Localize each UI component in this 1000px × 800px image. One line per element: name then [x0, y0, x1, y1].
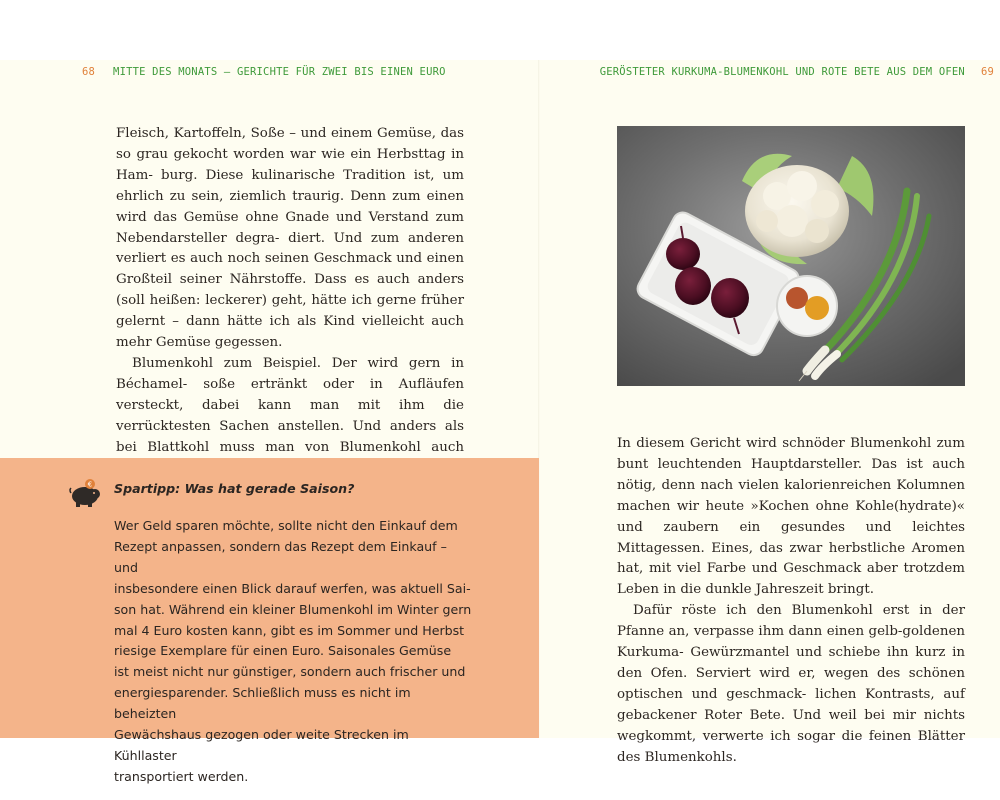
saving-tip-box: [0, 458, 539, 784]
text-line: Geschmack und einen Großteil seiner Nährstoffe. Dass: [116, 251, 464, 288]
right-page-number: 69: [980, 66, 994, 78]
left-running-head: [82, 66, 446, 78]
left-page-number: 68: [82, 66, 96, 78]
text-line: bei mir nichts wegkommt, verwerte ich sogar die feinen: [617, 707, 965, 744]
book-spread: [0, 60, 1000, 784]
text-line: gerne früher gelernt – dann hätte ich als Kind vielleicht: [116, 293, 464, 330]
recipe-photo: [617, 126, 965, 386]
piggy-bank-icon: [68, 478, 104, 508]
text-line: herbstliche Aromen hat, mit viel Farbe und Geschmack: [617, 540, 965, 577]
tip-text: [114, 516, 474, 788]
left-body-text: [116, 124, 464, 479]
text-line: mal 4 Euro kosten kann, gibt es im Sommer und Herbst: [114, 622, 465, 638]
text-line: ohne Gnade und Verstand zum Nebendarsteller degra-: [116, 209, 464, 246]
text-line: insbesondere einen Blick darauf werfen, was aktuell Sai-: [114, 580, 471, 596]
right-paragraph-2: [617, 601, 965, 768]
text-line: an, verpasse ihm dann einen gelb-goldenen Kurkuma-: [617, 624, 965, 661]
text-line: lichen Kontrasts, auf gebackener Roter Bete. Und weil: [617, 686, 965, 723]
text-line: Wer Geld sparen möchte, sollte nicht den Einkauf dem: [114, 518, 458, 533]
ingredients-photo-illustration: [617, 126, 965, 386]
text-line: denn nach vielen kalorienreichen Kolumnen machen: [617, 477, 965, 514]
text-line: wird er, wegen des schönen optischen und geschmack-: [617, 665, 965, 702]
text-line: Fleisch, Kartoffeln, Soße – und einem Gemüse, das so: [116, 126, 464, 162]
text-line: energiesparender. Schließlich muss es nicht im beheizten: [114, 685, 411, 722]
right-running-title: GERÖSTETER KURKUMA-BLUMENKOHL UND ROTE BETE AUS DEM OFEN: [599, 66, 965, 78]
text-line: ziemlich traurig. Denn zum einen wird das Gemüse: [116, 188, 464, 225]
text-line: Gewächshaus gezogen oder weite Strecken im Kühllaster: [114, 727, 409, 763]
text-line: diert. Und zum anderen verliert es auch noch seinen: [116, 230, 464, 267]
left-paragraph-1: [116, 124, 464, 354]
text-line: auch mehr Gemüse gegessen.: [116, 314, 464, 351]
text-line: Rezept anpassen, sondern das Rezept dem Einkauf – und: [114, 538, 447, 575]
text-line: soße ertränkt oder in Aufläufen versteckt, dabei kann: [116, 376, 464, 413]
right-running-head: [600, 66, 994, 78]
text-line: Gewürzmantel und schiebe ihn kurz in den Ofen. Serviert: [617, 645, 965, 681]
text-line: ist meist nicht nur günstiger, sondern auch frischer und: [114, 664, 466, 680]
text-line: Blätter des Blumenkohls.: [617, 728, 965, 765]
text-line: son hat. Während ein kleiner Blumenkohl im Winter gern: [114, 601, 472, 617]
tip-title: Spartipp: Was hat gerade Saison?: [114, 481, 355, 496]
text-line: riesige Exemplare für einen Euro. Saisonales Gemüse: [114, 643, 452, 659]
right-body-text: [617, 434, 965, 769]
text-line: Dafür röste ich den Blumenkohl erst in der Pfanne: [617, 603, 965, 640]
text-line: Blumenkohl zum Beispiel. Der wird gern in Béchamel-: [116, 355, 464, 392]
right-paragraph-1: [617, 434, 965, 601]
text-line: burg. Diese kulinarische Tradition ist, um ehrlich zu sein,: [116, 167, 464, 204]
left-running-title: MITTE DES MONATS – GERICHTE FÜR ZWEI BIS EINEN EURO: [113, 66, 446, 78]
text-line: ein gesundes und leichtes Mittagessen. Eines, das zwar: [617, 519, 965, 556]
text-line: aber trotzdem Leben in die dunkle Jahreszeit bringt.: [617, 561, 965, 598]
text-line: anders als bei Blattkohl muss man von Blumenkohl auch: [116, 418, 464, 455]
svg-text:€: €: [87, 480, 93, 489]
text-line: In diesem Gericht wird schnöder Blumenkohl zum: [617, 436, 965, 451]
text-line: es auch anders (soll heißen: leckerer) geht, hätte ich: [116, 272, 464, 309]
text-line: wir heute »Kochen ohne Kohle(hydrate)« und zaubern: [617, 498, 965, 535]
text-line: man mit ihm die verrücktesten Sachen anstellen. Und: [116, 397, 464, 434]
text-line: bunt leuchtenden Hauptdarsteller. Das ist auch nötig,: [617, 456, 965, 493]
text-line: transportiert werden.: [114, 768, 249, 784]
text-line: grau gekocht worden war wie ein Herbsttag in Ham-: [116, 146, 464, 183]
